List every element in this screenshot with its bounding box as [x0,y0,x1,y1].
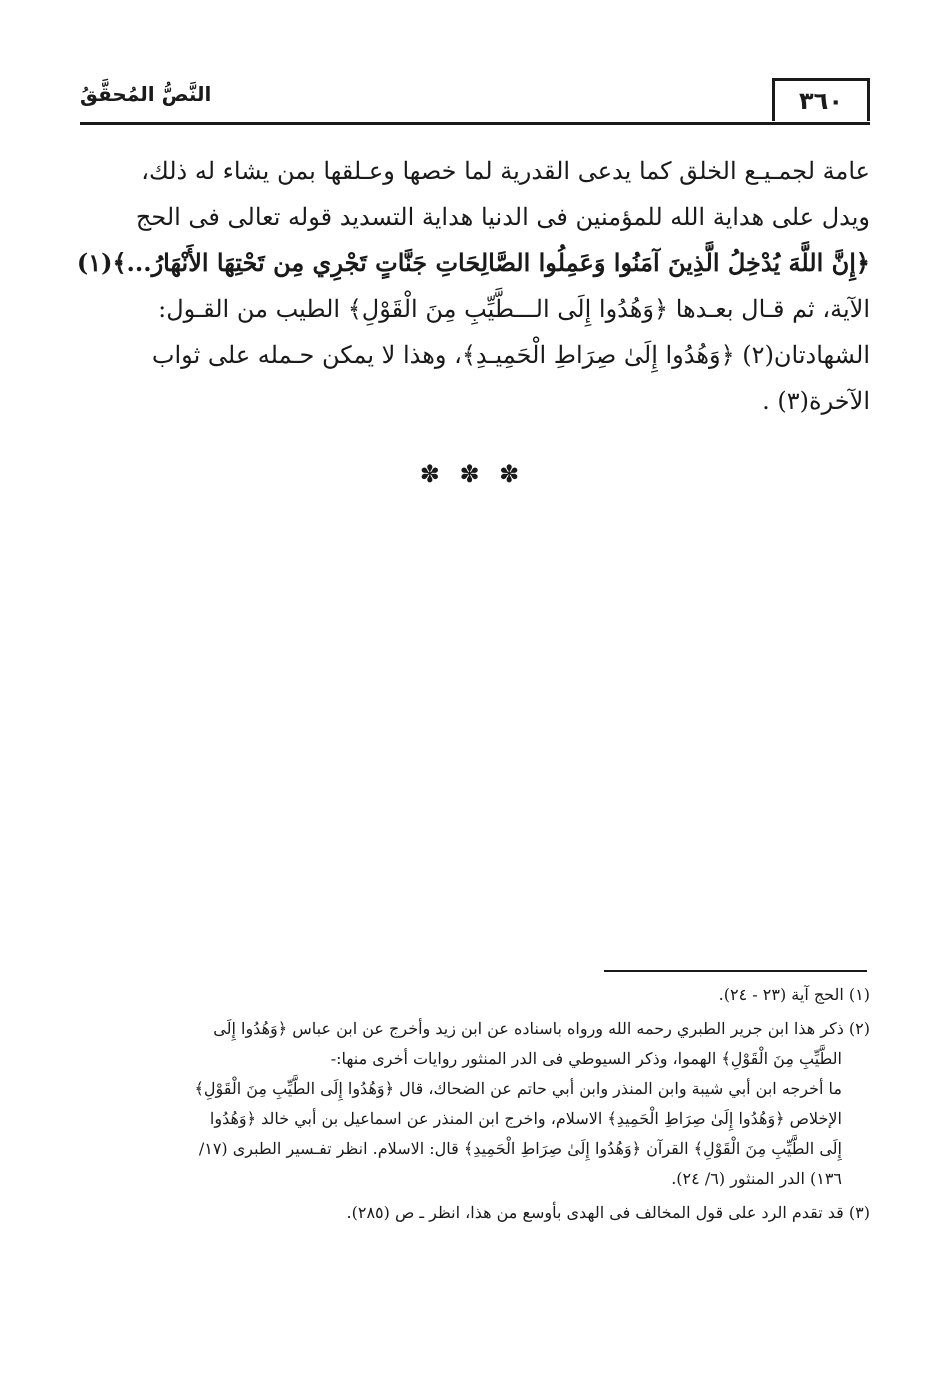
header-rule [80,122,870,125]
footnote-2-line: إِلَى الطَّيِّبِ مِنَ الْقَوْلِ﴾ القرآن ﴿وَهُدُوا إِلَىٰ صِرَاطِ الْحَمِيدِ﴾ قال: الاسلام. انظر تفـسير الطبرى (١٧/ [198,1139,842,1158]
footnote-1: (١) الحج آية (٢٣ - ٢٤). [718,985,870,1004]
book-title: النَّصُّ المُحقَّقُ [80,82,212,106]
quran-verse-line: ﴿إِنَّ اللَّهَ يُدْخِلُ الَّذِينَ آمَنُوا وَعَمِلُوا الصَّالِحَاتِ جَنَّاتٍ تَجْرِي مِن تَحْتِهَا الأَنْهَارُ...﴾(١) [76,248,870,277]
footnotes [80,980,870,1228]
main-text [76,148,870,424]
page-header [80,70,870,130]
text-line: ويدل على هداية الله للمؤمنين فى الدنيا هداية التسديد قوله تعالى فى الحج [135,203,870,231]
text-line: الشهادتان(٢) ﴿وَهُدُوا إِلَىٰ صِرَاطِ الْحَمِيـدِ﴾، وهذا لا يمكن حـمله على ثواب [151,341,870,369]
section-separator: ✽ ✽ ✽ [419,460,526,488]
text-line: عامة لجمـيـع الخلق كما يدعى القدرية لما خصها وعـلقها بمن يشاء له ذلك، [141,157,870,185]
footnote-rule [604,970,867,972]
page-number: ٣٦٠ [772,78,870,121]
text-line: الآية، ثم قـال بعـدها ﴿وَهُدُوا إِلَى الـــطَّيِّبِ مِنَ الْقَوْلِ﴾ الطيب من القـول: [158,295,870,323]
footnote-2-line: الإخلاص ﴿وَهُدُوا إِلَىٰ صِرَاطِ الْحَمِيدِ﴾ الاسلام، واخرج ابن المنذر عن اسماعيل بن أبي خالد ﴿وَهُدُوا [209,1109,842,1128]
footnote-2-line: ١٣٦) الدر المنثور (٦/ ٢٤). [671,1169,842,1188]
footnote-2-line: ما أخرجه ابن أبي شيبة وابن المنذر وابن أبي حاتم عن الضحاك، قال ﴿وَهُدُوا إِلَى الطَّيِّبِ مِنَ الْقَوْلِ﴾ [194,1079,842,1098]
footnote-3: (٣) قد تقدم الرد على قول المخالف فى الهدى بأوسع من هذا، انظر ـ ص (٢٨٥). [346,1203,870,1222]
footnote-2-line: الطَّيِّبِ مِنَ الْقَوْلِ﴾ الهموا، وذكر السيوطي فى الدر المنثور روايات أخرى منها:- [330,1049,842,1068]
text-line: الآخرة(٣) . [762,387,870,415]
footnote-2-line: (٢) ذكر هذا ابن جرير الطبري رحمه الله ورواه باسناده عن ابن زيد وأخرج عن ابن عباس ﴿وَهُدُوا إِلَى [213,1019,870,1038]
